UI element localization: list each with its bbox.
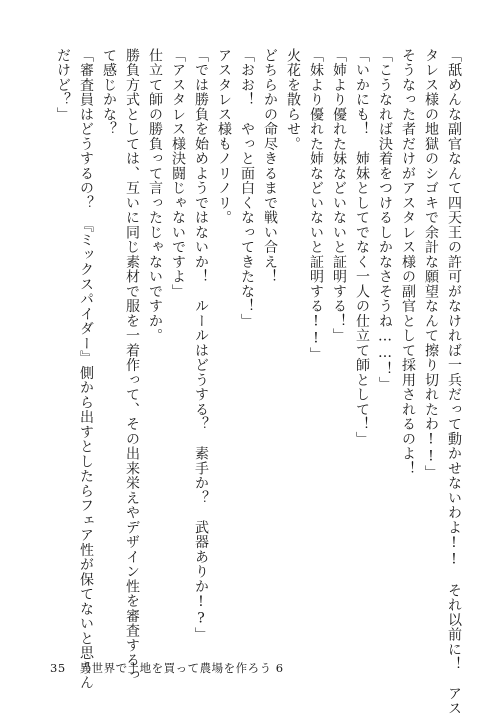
text-line-3: そうなった者だけがアスタレス様の副官として採用されるのよ！ (400, 48, 416, 476)
text-line-10: 「おお！ やっと面白くなってきたな！」 (239, 48, 255, 329)
text-line-11: アスタレス様もノリノリ。 (216, 48, 232, 225)
text-line-2: タレス様の地獄のシゴキで余計な願望なんて擦り切れたわ!!」 (423, 48, 439, 480)
text-line-7: 「妹より優れた姉などいないと証明する!!」 (308, 48, 324, 362)
text-line-16: て感じかな？ (101, 48, 117, 137)
text-line-5: 「いかにも！ 姉妹としてでなく一人の仕立て師として！」 (354, 48, 370, 447)
book-title: 異世界で土地を買って農場を作ろう 6 (79, 661, 284, 675)
text-line-15: 勝負方式としては、互いに同じ素材で服を一着作って、その出来栄えやデザイン性を審査するっ (124, 48, 140, 683)
text-line-8: 火花を散らせ。 (285, 48, 301, 152)
text-line-17: 「審査員はどうするの？ 『ミックスパイダー』側から出すとしたらフェア性が保てないと思うん (78, 48, 94, 690)
text-line-4: 「こうなれば決着をつけるしかなさそうね……！」 (377, 48, 393, 392)
text-line-13: 「アスタレス様決闘じゃないですよ」 (170, 48, 186, 299)
page-number: 35 (50, 661, 66, 675)
page-footer (50, 660, 284, 676)
text-line-12: 「では勝負を始めようではないか！ ルールはどうする？ 素手か？ 武器ありか!?」 (193, 48, 209, 642)
text-line-1: 「舐めんな副官なんて四天王の許可がなければ一兵だって動かせないわよ!! それ以前に！ アス (446, 48, 462, 716)
text-line-6: 「姉より優れた妹などいないと証明する！」 (331, 48, 347, 343)
text-line-9: どちらかの命尽きるまで戦い合え！ (262, 48, 278, 284)
text-line-14: 仕立て師の勝負って言ったじゃないですか。 (147, 48, 163, 343)
text-line-18: だけど？」 (55, 48, 71, 122)
